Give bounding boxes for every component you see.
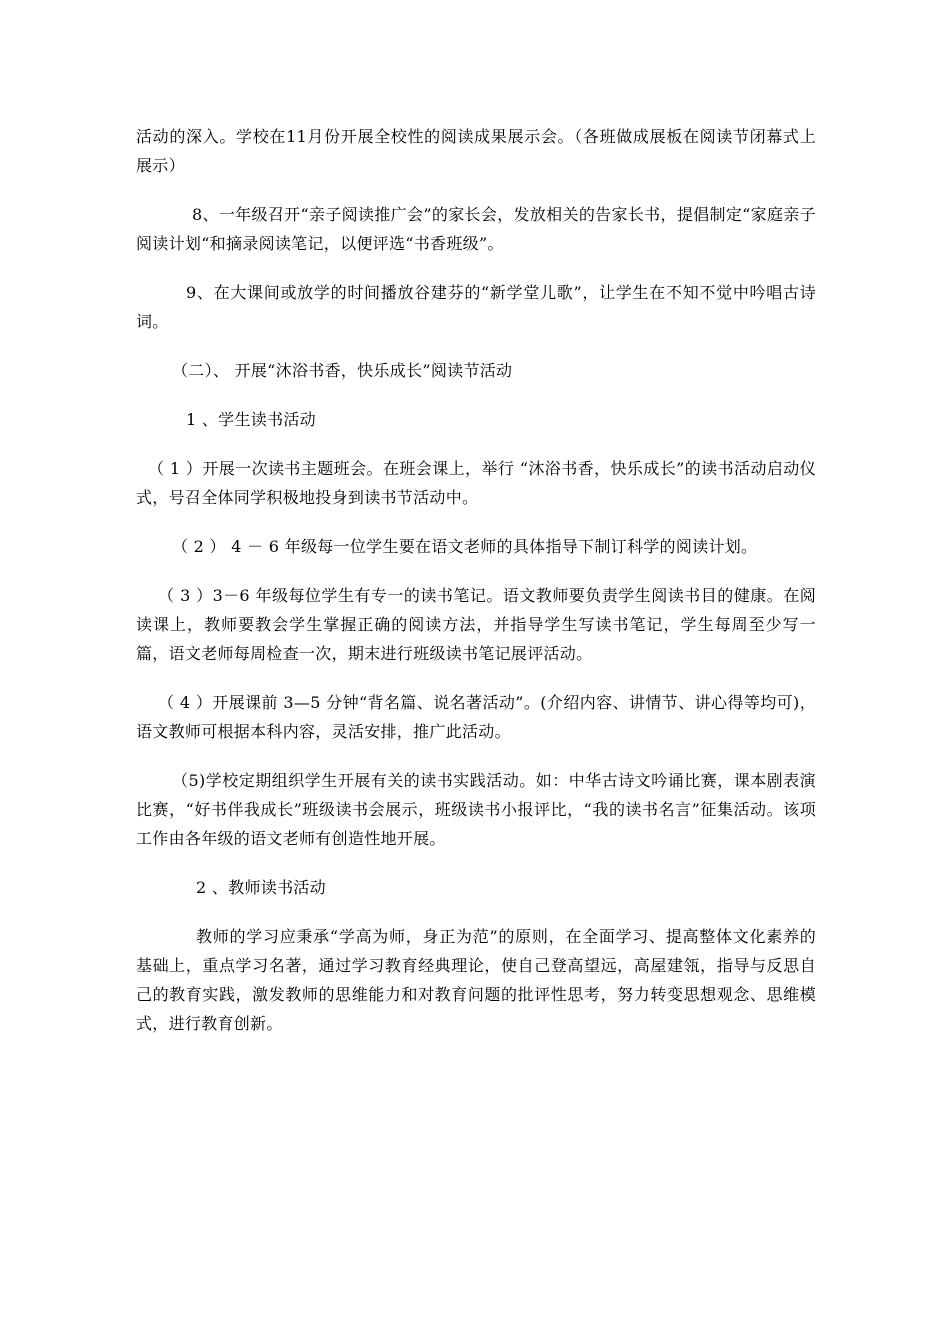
subheading-teacher-reading: 2 、教师读书活动 [196, 878, 326, 897]
paragraph-item-3: （ 3 ）3－6 年级每位学生有专一的读书笔记。语文教师要负责学生阅读书目的健康。在阅读课上，教师要教会学生掌握正确的阅读方法，并指导学生写读书笔记，学生每周至少写一篇，语文老师每周检查一次，期末进行班级读书笔记展评活动。 [136, 586, 816, 663]
paragraph-item-9: 9、在大课间或放学的时间播放谷建芬的“新学堂儿歌”，让学生在不知不觉中吟唱古诗词。 [136, 283, 816, 331]
paragraph-item-1: （ 1 ）开展一次读书主题班会。在班会课上，举行 “沐浴书香，快乐成长”的读书活动启动仪式，号召全体同学积极地投身到读书节活动中。 [136, 459, 816, 507]
document-page [136, 122, 816, 1058]
paragraph-item-5: （5)学校定期组织学生开展有关的读书实践活动。如：中华古诗文吟诵比赛，课本剧表演比赛，“好书伴我成长”班级读书会展示，班级读书小报评比，“我的读书名言”征集活动。该项工作由各年级的语文老师有创造性地开展。 [136, 771, 816, 848]
paragraph-item-8: 8、一年级召开“亲子阅读推广会”的家长会，发放相关的告家长书，提倡制定“家庭亲子阅读计划“和摘录阅读笔记，以便评选“书香班级”。 [136, 205, 816, 253]
paragraph-item-4: （ 4 ）开展课前 3—5 分钟“背名篇、说名著活动”。(介绍内容、讲情节、讲心得等均可)，语文教师可根据本科内容，灵活安排，推广此活动。 [136, 693, 816, 741]
paragraph-item-2: （ 2 ） 4 － 6 年级每一位学生要在语文老师的具体指导下制订科学的阅读计划。 [172, 537, 758, 556]
section-heading-2: （二）、 开展“沐浴书香，快乐成长”阅读节活动 [172, 361, 513, 380]
subheading-student-reading: 1 、学生读书活动 [186, 410, 316, 429]
paragraph-teacher-learning: 教师的学习应秉承“学高为师，身正为范”的原则，在全面学习、提高整体文化素养的基础上，重点学习名著，通过学习教育经典理论，使自己登高望远，高屋建瓴，指导与反思自己的教育实践，激发教师的思维能力和对教育问题的批评性思考，努力转变思想观念、思维模式，进行教育创新。 [136, 927, 816, 1033]
paragraph-continuation: 活动的深入。学校在11月份开展全校性的阅读成果展示会。（各班做成展板在阅读节闭幕式上展示） [136, 127, 816, 175]
